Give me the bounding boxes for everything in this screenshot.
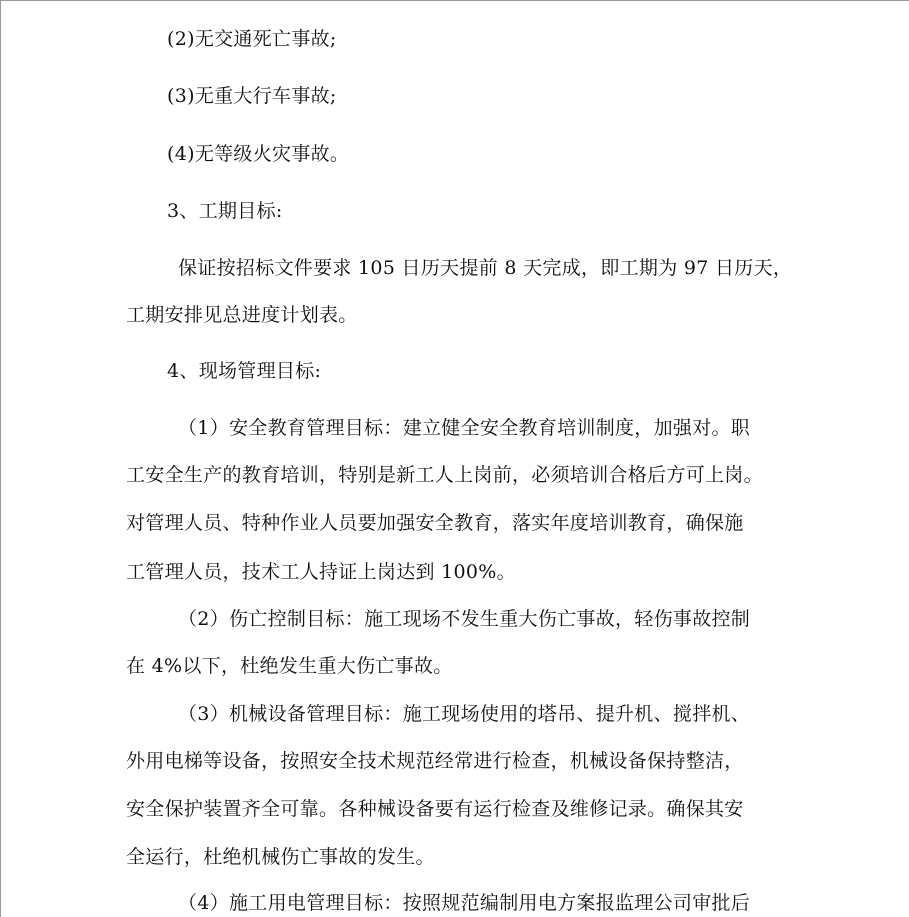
text-line: (3)无重大行车事故; xyxy=(167,85,337,107)
section-heading: 3、工期目标: xyxy=(167,200,283,222)
text-line: 全运行，杜绝机械伤亡事故的发生。 xyxy=(126,846,435,868)
text-line: 外用电梯等设备，按照安全技术规范经常进行检查，机械设备保持整洁， xyxy=(126,750,744,772)
text-line: 工期安排见总进度计划表。 xyxy=(126,304,358,326)
text-line: （3）机械设备管理目标：施工现场使用的塔吊、提升机、搅拌机、 xyxy=(178,703,751,725)
section-heading: 4、现场管理目标: xyxy=(167,360,322,382)
text-line: (4)无等级火灾事故。 xyxy=(167,143,350,165)
text-line: （2）伤亡控制目标：施工现场不发生重大伤亡事故，轻伤事故控制 xyxy=(178,608,751,630)
text-line: （1）安全教育管理目标：建立健全安全教育培训制度，加强对。职 xyxy=(178,417,751,439)
text-line: 工管理人员，技术工人持证上岗达到 100%。 xyxy=(126,561,516,583)
text-line: 安全保护装置齐全可靠。各种械设备要有运行检查及维修记录。确保其安 xyxy=(126,798,744,820)
text-line: 工安全生产的教育培训，特别是新工人上岗前，必须培训合格后方可上岗。 xyxy=(126,464,763,486)
text-line: 在 4%以下，杜绝发生重大伤亡事故。 xyxy=(126,655,453,677)
text-line: 对管理人员、特种作业人员要加强安全教育，落实年度培训教育，确保施 xyxy=(126,512,744,534)
text-line: （4）施工用电管理目标：按照规范编制用电方案报监理公司审批后 xyxy=(178,892,751,914)
text-line: (2)无交通死亡事故; xyxy=(167,28,337,50)
text-line: 保证按招标文件要求 105 日历天提前 8 天完成，即工期为 97 日历天， xyxy=(178,257,793,279)
